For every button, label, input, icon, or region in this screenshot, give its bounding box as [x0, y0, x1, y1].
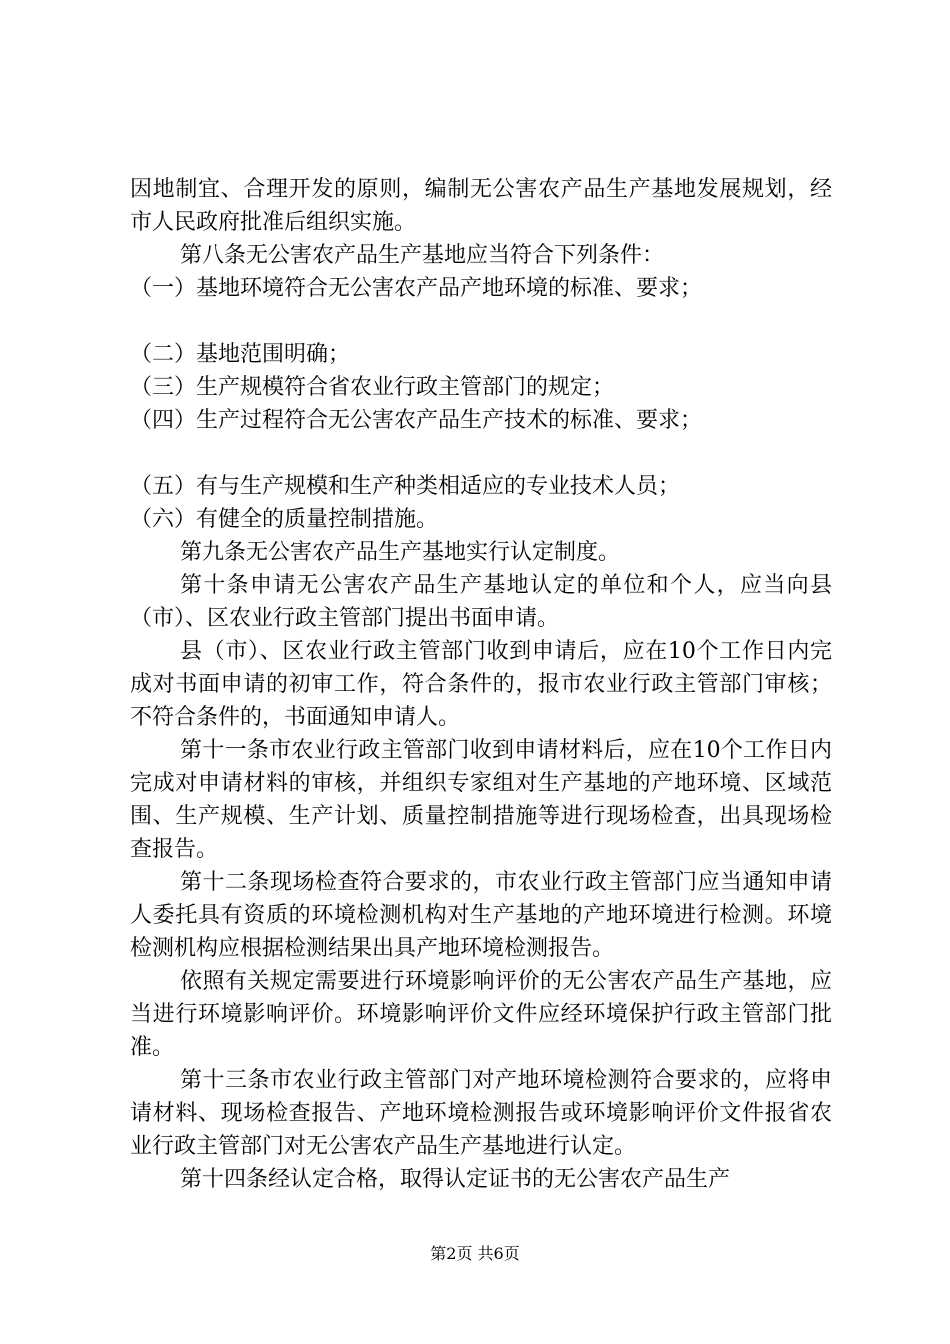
article-12: 第十二条现场检查符合要求的，市农业行政主管部门应当通知申请人委托具有资质的环境检测机构对生产基地的产地环境进行检测。环境检测机构应根据检测结果出具产地环境检测报告。 [130, 870, 832, 961]
article-9: 第九条无公害农产品生产基地实行认定制度。 [180, 540, 621, 565]
condition-item-1: （一）基地环境符合无公害农产品产地环境的标准、要求； [130, 276, 703, 301]
condition-item-6: （六）有健全的质量控制措施。 [130, 507, 439, 532]
document-body [130, 173, 832, 1196]
article-13: 第十三条市农业行政主管部门对产地环境检测符合要求的，应将申请材料、现场检查报告、产地环境检测报告或环境影响评价文件报省农业行政主管部门对无公害农产品生产基地进行认定。 [130, 1068, 832, 1159]
condition-item-4: （四）生产过程符合无公害农产品生产技术的标准、要求； [130, 408, 703, 433]
paragraph: 因地制宜、合理开发的原则，编制无公害农产品生产基地发展规划，经市人民政府批准后组织实施。 [130, 177, 832, 235]
article-11: 第十一条市农业行政主管部门收到申请材料后，应在10个工作日内完成对申请材料的审核，并组织专家组对生产基地的产地环境、区域范围、生产规模、生产计划、质量控制措施等进行现场检查，出具现场检查报告。 [130, 738, 832, 862]
condition-item-5: （五）有与生产规模和生产种类相适应的专业技术人员； [130, 474, 681, 499]
article-10: 第十条申请无公害农产品生产基地认定的单位和个人，应当向县（市）、区农业行政主管部门提出书面申请。 [130, 573, 832, 631]
paragraph: 县（市）、区农业行政主管部门收到申请后，应在10个工作日内完成对书面申请的初审工作，符合条件的，报市农业行政主管部门审核；不符合条件的，书面通知申请人。 [130, 639, 832, 730]
paragraph: 依照有关规定需要进行环境影响评价的无公害农产品生产基地，应当进行环境影响评价。环境影响评价文件应经环境保护行政主管部门批准。 [130, 969, 832, 1060]
article-14: 第十四条经认定合格，取得认定证书的无公害农产品生产 [180, 1167, 731, 1192]
page-number-footer: 第2页 共6页 [430, 1244, 520, 1263]
condition-item-2: （二）基地范围明确； [130, 342, 351, 367]
condition-item-3: （三）生产规模符合省农业行政主管部门的规定； [130, 375, 615, 400]
article-8-heading: 第八条无公害农产品生产基地应当符合下列条件： [180, 243, 665, 268]
